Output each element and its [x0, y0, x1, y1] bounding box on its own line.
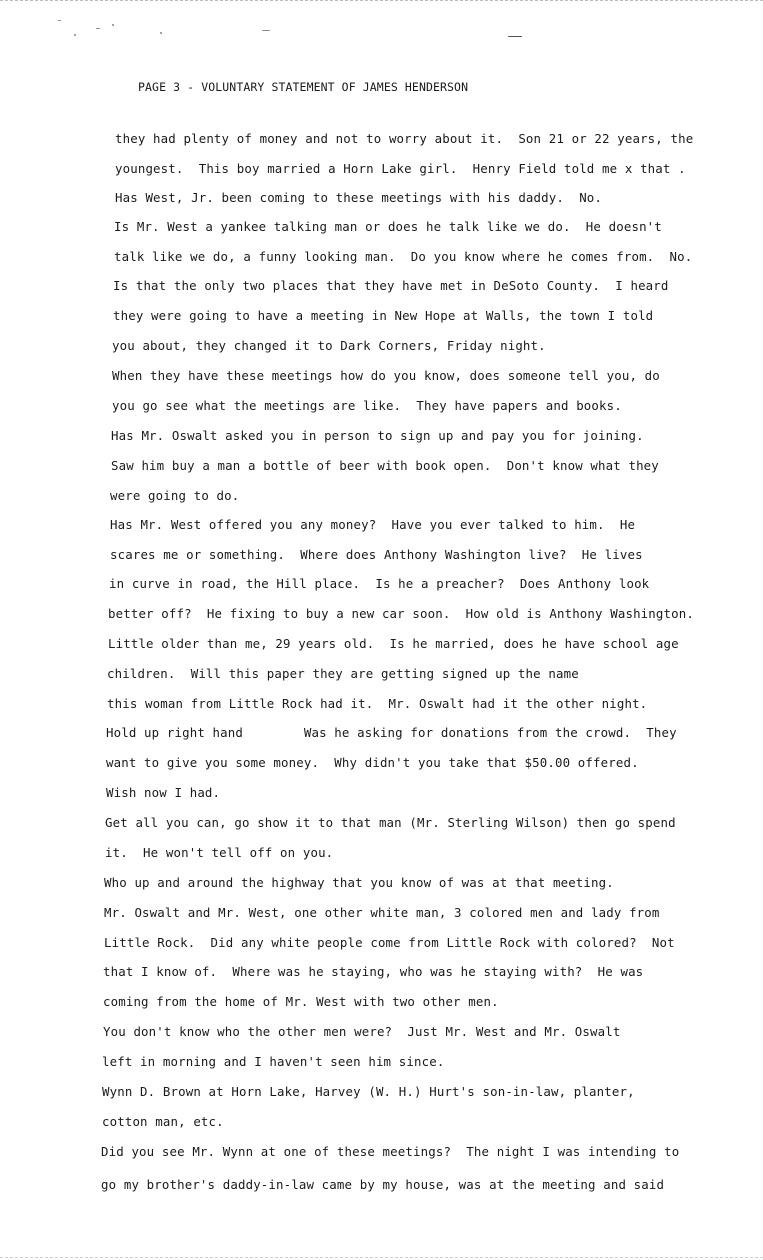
text-line: you about, they changed it to Dark Corners, Friday night.: [112, 338, 546, 353]
text-line: Wish now I had.: [106, 785, 221, 800]
bottom-edge-border: [0, 1257, 763, 1258]
text-line: Little older than me, 29 years old. Is he married, does he have school age: [108, 636, 679, 651]
text-line: You don't know who the other men were? Just Mr. West and Mr. Oswalt: [103, 1024, 621, 1039]
text-line: they had plenty of money and not to worry about it. Son 21 or 22 years, the: [115, 131, 694, 146]
text-line: that I know of. Where was he staying, who was he staying with? He was: [103, 964, 644, 979]
text-line: better off? He fixing to buy a new car soon. How old is Anthony Washington.: [108, 606, 694, 621]
text-line: left in morning and I haven't seen him since.: [102, 1054, 445, 1069]
text-line: Who up and around the highway that you know of was at that meeting.: [104, 875, 614, 890]
page-header: PAGE 3 - VOLUNTARY STATEMENT OF JAMES HENDERSON: [138, 80, 469, 94]
text-line: Has West, Jr. been coming to these meetings with his daddy. No.: [115, 190, 603, 205]
text-line: children. Will this paper they are getting signed up the name: [107, 666, 579, 681]
text-line: cotton man, etc.: [102, 1114, 224, 1129]
text-line: were going to do.: [110, 488, 240, 503]
text-line: Get all you can, go show it to that man (Mr. Sterling Wilson) then go spend: [105, 815, 676, 830]
text-line: Is Mr. West a yankee talking man or does he talk like we do. He doesn't: [114, 219, 662, 234]
text-line: Hold up right hand Was he asking for donations from the crowd. They: [106, 725, 677, 740]
text-line: you go see what the meetings are like. They have papers and books.: [112, 398, 622, 413]
text-line: Did you see Mr. Wynn at one of these meetings? The night I was intending to: [101, 1144, 680, 1159]
text-line: Little Rock. Did any white people come from Little Rock with colored? Not: [104, 935, 675, 950]
text-line: Wynn D. Brown at Horn Lake, Harvey (W. H.) Hurt's son-in-law, planter,: [102, 1084, 635, 1099]
text-line: this woman from Little Rock had it. Mr. Oswalt had it the other night.: [107, 696, 648, 711]
text-line: Saw him buy a man a bottle of beer with book open. Don't know what they: [111, 458, 659, 473]
text-line: scares me or something. Where does Anthony Washington live? He lives: [110, 547, 643, 562]
text-line: Has Mr. West offered you any money? Have you ever talked to him. He: [110, 517, 636, 532]
text-line: want to give you some money. Why didn't you take that $50.00 offered.: [106, 755, 639, 770]
text-line: it. He won't tell off on you.: [105, 845, 334, 860]
text-line: Has Mr. Oswalt asked you in person to sign up and pay you for joining.: [111, 428, 644, 443]
text-line: in curve in road, the Hill place. Is he a preacher? Does Anthony look: [109, 576, 650, 591]
text-line: go my brother's daddy-in-law came by my house, was at the meeting and said: [101, 1177, 665, 1192]
text-line: they were going to have a meeting in New Hope at Walls, the town I told: [113, 308, 654, 323]
text-line: coming from the home of Mr. West with two other men.: [103, 994, 499, 1009]
text-line: Mr. Oswalt and Mr. West, one other white man, 3 colored men and lady from: [104, 905, 660, 920]
text-line: youngest. This boy married a Horn Lake girl. Henry Field told me x that .: [115, 161, 686, 176]
text-line: When they have these meetings how do you know, does someone tell you, do: [112, 368, 660, 383]
text-line: talk like we do, a funny looking man. Do you know where he comes from. No.: [114, 249, 693, 264]
text-line: Is that the only two places that they have met in DeSoto County. I heard: [113, 278, 669, 293]
